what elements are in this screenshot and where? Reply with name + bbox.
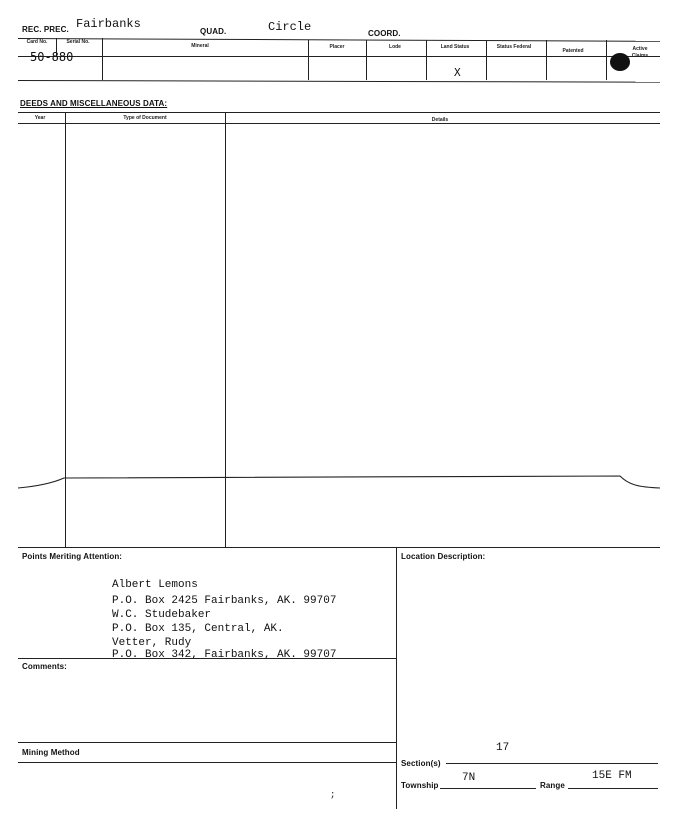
- rec-prec-label: REC. PREC.: [22, 25, 69, 34]
- section-underline: [446, 763, 658, 764]
- mining-rule: [18, 742, 396, 743]
- mining-method-label: Mining Method: [22, 748, 80, 757]
- points-line-1: Albert Lemons: [112, 579, 198, 591]
- card-no-value: 50-880: [30, 50, 74, 64]
- divider-lode: [426, 40, 427, 80]
- points-line-5: Vetter, Rudy: [112, 637, 192, 649]
- points-line-6: P.O. Box 342, Fairbanks, AK. 99707: [112, 649, 337, 658]
- township-value: 7N: [462, 772, 476, 784]
- punch-hole-mark: [610, 53, 630, 71]
- divider-mineral: [308, 40, 309, 80]
- col-card-no: Card No.: [26, 39, 48, 45]
- divider-patented: [606, 40, 607, 80]
- header-top-rule: [18, 38, 660, 42]
- points-line-3: W.C. Studebaker: [112, 609, 212, 621]
- deeds-top-rule: [18, 112, 660, 113]
- mining-bottom-rule: [18, 762, 396, 763]
- col-active: Active: [632, 46, 648, 52]
- divider-land: [486, 40, 487, 80]
- col-year: Year: [34, 115, 46, 121]
- divider-placer: [366, 40, 367, 80]
- col-details: Details: [431, 117, 449, 123]
- col-lode: Lode: [389, 44, 401, 50]
- section-value: 17: [496, 742, 510, 754]
- col-patented: Patented: [562, 48, 584, 54]
- comments-rule: [18, 658, 396, 659]
- col-serial-no: Serial No.: [66, 39, 90, 45]
- divider-federal: [546, 40, 547, 80]
- comments-label: Comments:: [22, 662, 67, 671]
- range-underline: [568, 788, 658, 789]
- col-mineral: Mineral: [191, 43, 209, 49]
- range-value: 15E FM: [592, 770, 632, 782]
- deeds-bottom-rule: [18, 547, 660, 548]
- location-label: Location Description:: [401, 552, 486, 561]
- lower-divider: [396, 547, 397, 809]
- torn-seam-line: [0, 466, 678, 496]
- quad-value: Circle: [268, 20, 312, 34]
- quad-label: QUAD.: [200, 27, 227, 36]
- rec-prec-value: Fairbanks: [76, 17, 141, 31]
- range-label: Range: [540, 781, 565, 790]
- township-underline: [440, 788, 536, 789]
- deeds-header-rule: [18, 123, 660, 124]
- section-label: Section(s): [401, 759, 441, 768]
- coord-label: COORD.: [368, 29, 401, 38]
- divider-serial: [102, 38, 103, 80]
- col-type: Type of Document: [123, 115, 167, 121]
- points-line-4: P.O. Box 135, Central, AK.: [112, 623, 284, 635]
- deeds-section-title: DEEDS AND MISCELLANEOUS DATA:: [20, 99, 168, 108]
- header-bottom-rule: [18, 80, 660, 83]
- stray-mark: ;: [330, 790, 336, 800]
- col-status-federal: Status Federal: [496, 44, 532, 50]
- col-placer: Placer: [329, 44, 345, 50]
- land-status-mark: X: [454, 66, 461, 79]
- col-claims: Claims: [631, 53, 649, 59]
- points-label: Points Meriting Attention:: [22, 552, 123, 561]
- col-land-status: Land Status: [440, 44, 470, 50]
- township-label: Township: [401, 781, 439, 790]
- points-line-2: P.O. Box 2425 Fairbanks, AK. 99707: [112, 595, 337, 607]
